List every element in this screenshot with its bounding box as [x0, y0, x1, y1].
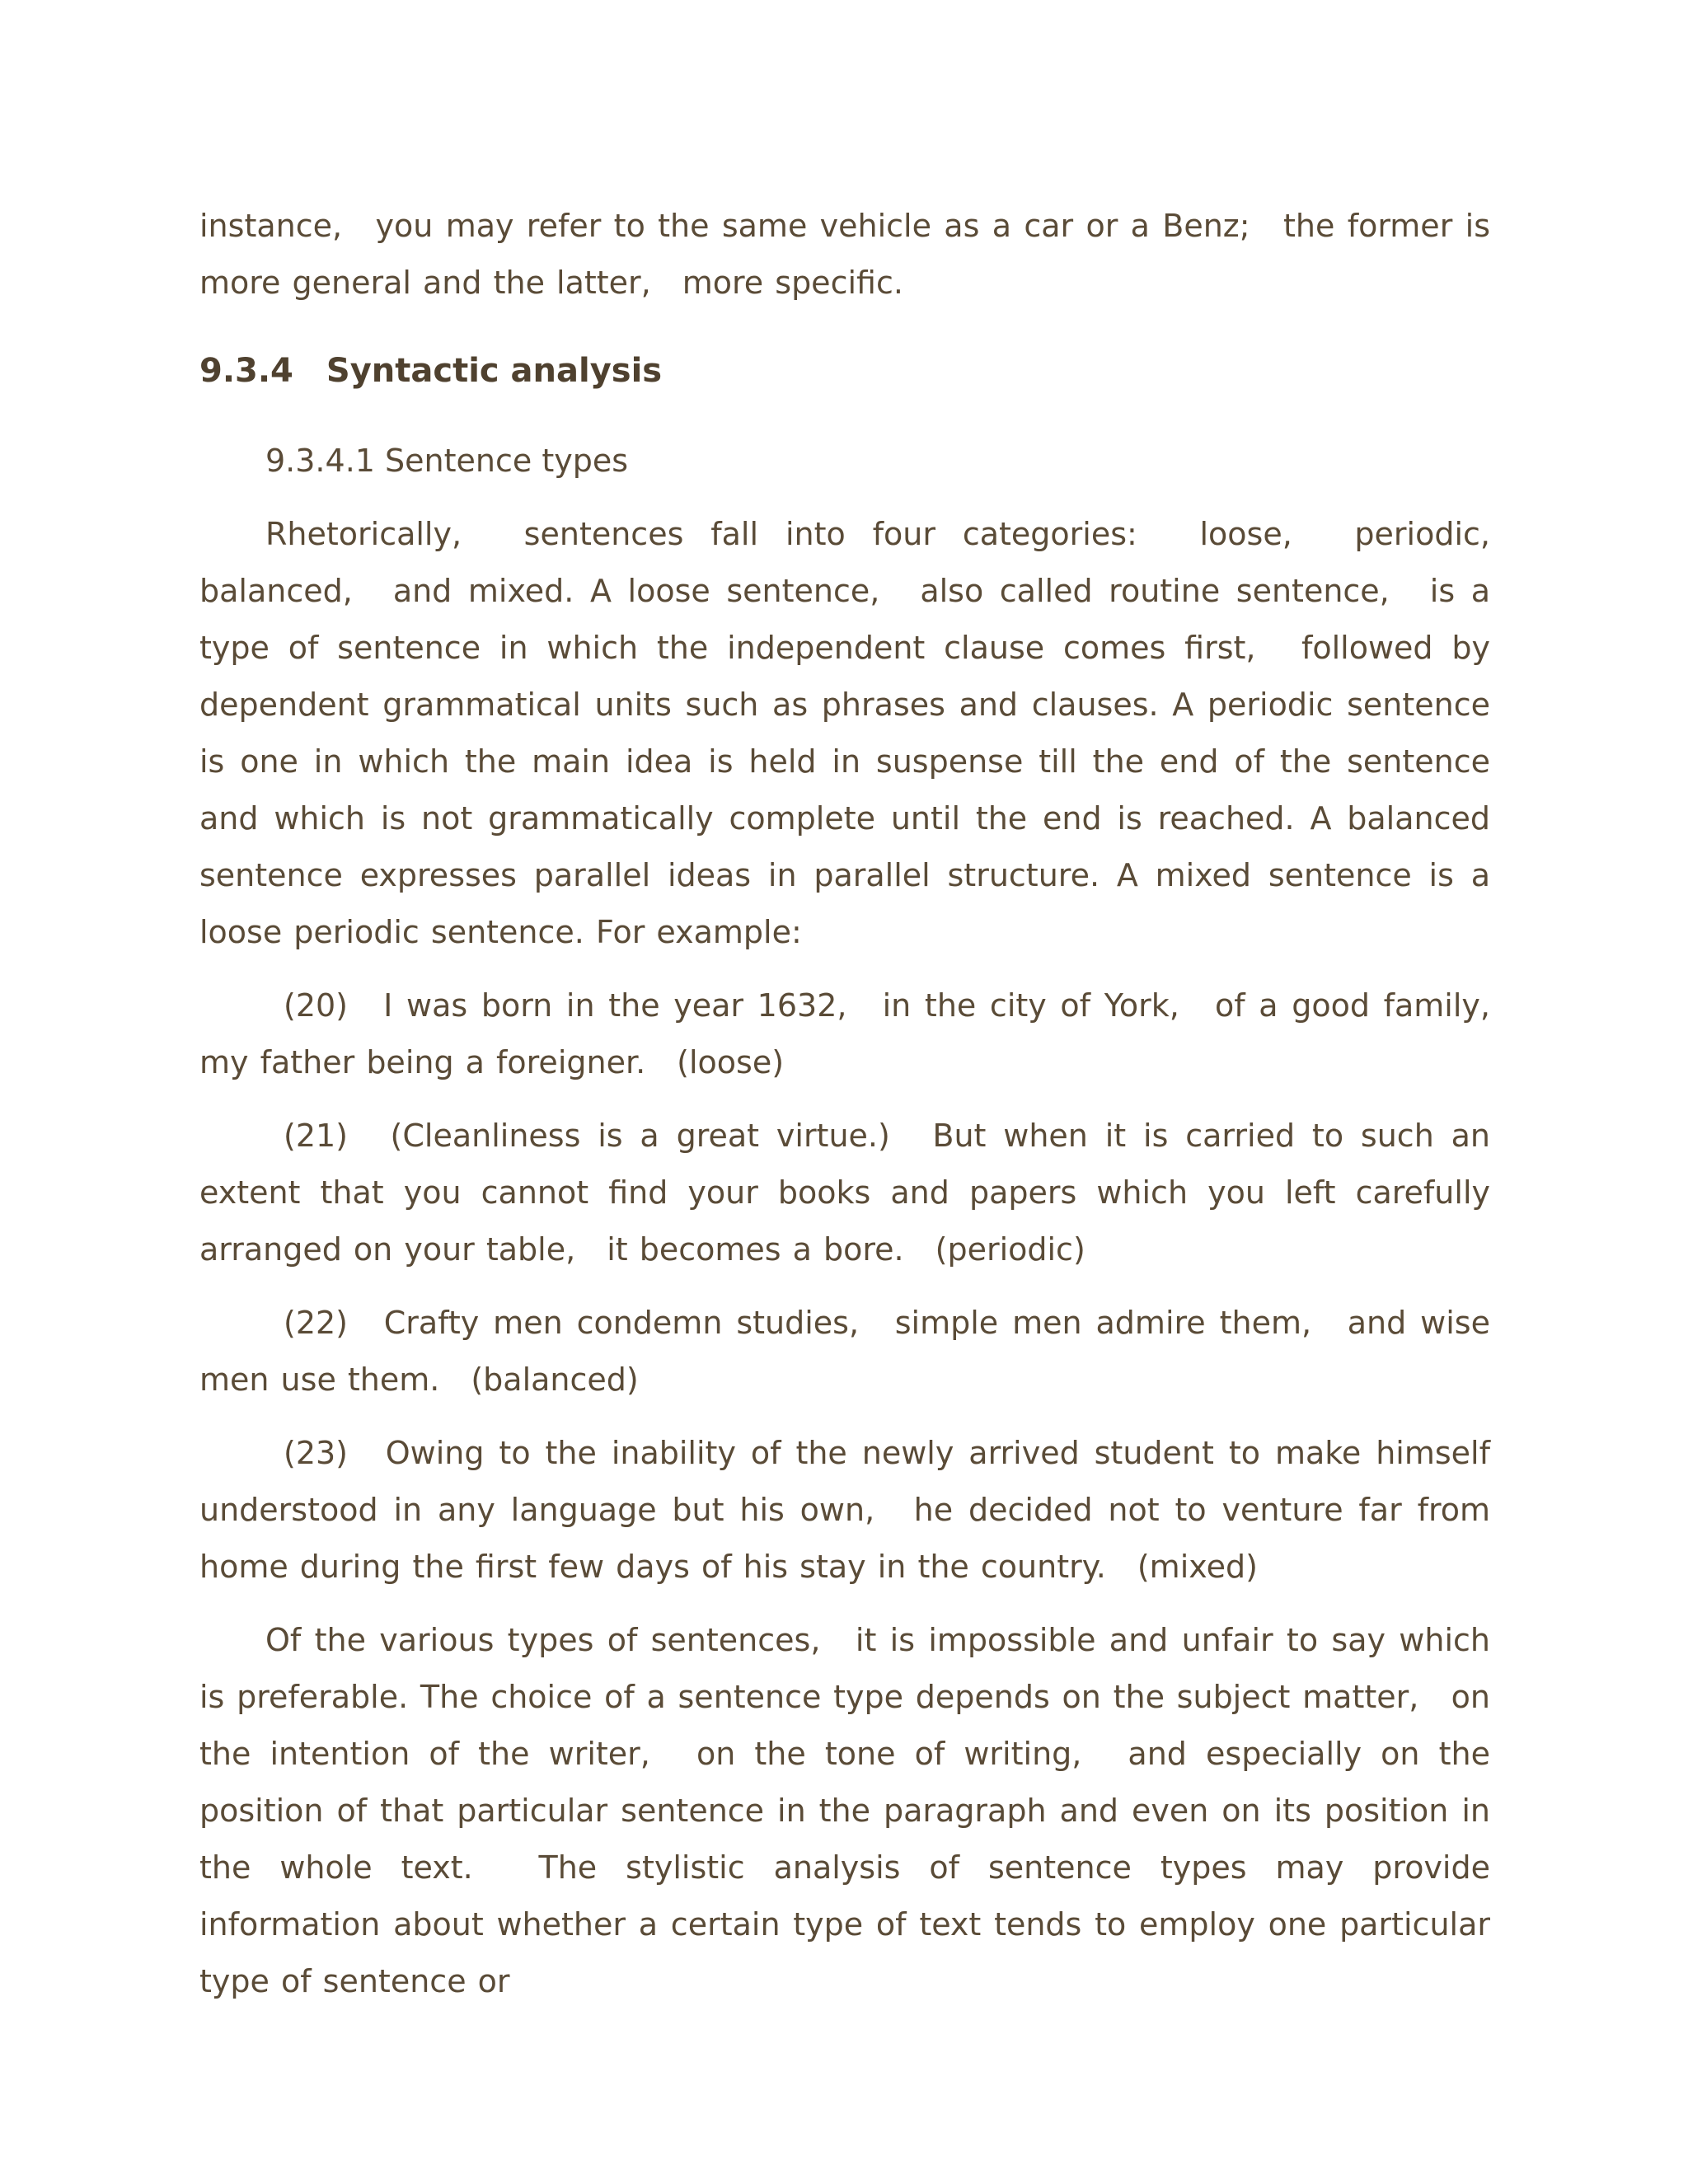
subsection-heading: 9.3.4.1 Sentence types — [265, 443, 629, 479]
document-page — [199, 198, 1522, 2010]
example-23-paragraph: (23) Owing to the inability of the newly arrived student to make himself understood in any language but his own, he decided not to venture far from home during the first few days of his stay in the country. (mixed) — [199, 1435, 1490, 1585]
closing-paragraph: Of the various types of sentences, it is impossible and unfair to say which is preferable. The choice of a sentence type depends on the subject matter, on the intention of the writer, on the tone of writing, and especially on the position of that particular sentence in the paragraph and even on its position in the whole text. The stylistic analysis of sentence types may provide information about whether a certain type of text tends to employ one particular type of sentence or — [199, 1622, 1522, 1999]
example-22-paragraph: (22) Crafty men condemn studies, simple men admire them, and wise men use them. (balanced) — [199, 1305, 1490, 1398]
section-heading: 9.3.4 Syntactic analysis — [199, 352, 663, 390]
intro-continuation-paragraph: instance, you may refer to the same vehicle as a car or a Benz; the former is more general and the latter, more specific. — [199, 208, 1490, 301]
rhetorical-categories-paragraph: Rhetorically, sentences fall into four categories: loose, periodic, balanced, and mixed. A loose sentence, also called routine sentence, is a type of sentence in which the independent clause comes first, followed by dependent grammatical units such as phrases and clauses. A periodic sentence is one in which the main idea is held in suspense till the end of the sentence and which is not grammatically complete until the end is reached. A balanced sentence expresses parallel ideas in parallel structure. A mixed sentence is a loose periodic sentence. For example: — [199, 516, 1490, 950]
example-20-paragraph: (20) I was born in the year 1632, in the city of York, of a good family, my father being a foreigner. (loose) — [199, 987, 1490, 1080]
example-21-paragraph: (21) (Cleanliness is a great virtue.) But when it is carried to such an extent that you cannot find your books and papers which you left carefully arranged on your table, it becomes a bore. (periodic) — [199, 1118, 1490, 1268]
